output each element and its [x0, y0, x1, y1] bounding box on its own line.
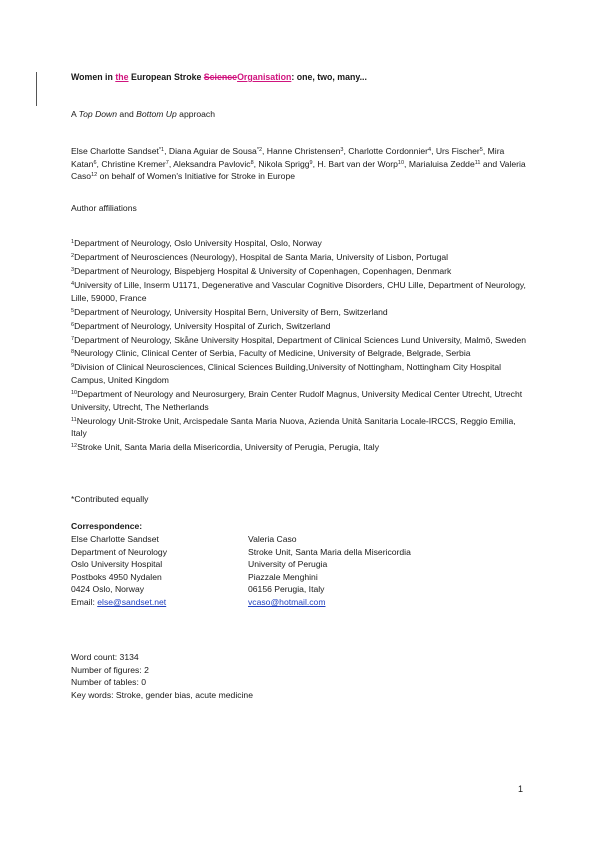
- corr-left-email-row: [71, 596, 251, 609]
- correspondence-left: [71, 533, 251, 609]
- affiliation-item: [71, 388, 533, 413]
- corr-right-line: Piazzale Menghini: [248, 571, 318, 582]
- author-list: [71, 145, 533, 183]
- email-link-sandset[interactable]: else@sandset.net: [97, 596, 167, 607]
- affiliations-heading: Author affiliations: [71, 203, 137, 213]
- author-separator: ,: [262, 146, 267, 156]
- affiliations-list: [71, 237, 533, 455]
- author-separator: on behalf of Women's Initiative for Stroke in Europe: [97, 171, 295, 182]
- corr-right-email-row: [248, 596, 468, 609]
- title-inserted-the: the: [115, 72, 129, 82]
- affiliation-number: 12: [71, 443, 78, 450]
- author-separator: and: [480, 158, 500, 169]
- author-name: Else Charlotte Sandset: [71, 146, 159, 156]
- affiliation-number: 7: [71, 335, 75, 342]
- author-name: Charlotte Cordonnier: [348, 146, 428, 156]
- affiliation-text: Neurology Unit-Stroke Unit, Arcispedale Santa Maria Nuova, Azienda Unità Sanitaria Locale-IRCCS, Reggio Emilia, Italy: [71, 415, 516, 439]
- contributed-equally-note: *Contributed equally: [71, 494, 149, 504]
- author-affiliation-marker: 11: [474, 159, 481, 166]
- affiliation-item: [71, 306, 533, 319]
- affiliation-text: University of Lille, Inserm U1171, Degenerative and Vascular Cognitive Disorders, CHU Lille, Department of Neurology, Lille, 59000, France: [71, 279, 526, 303]
- affiliation-text: Department of Neurology, Bispebjerg Hospital & University of Copenhagen, Copenhagen, Denmark: [74, 265, 452, 276]
- affiliation-number: 4: [71, 280, 75, 287]
- affiliation-text: Department of Neurology and Neurosurgery, Brain Center Rudolf Magnus, University Medical Center Utrecht, Utrecht University, Utrecht, The Netherlands: [71, 389, 523, 412]
- affiliation-text: Department of Neurology, University Hospital Bern, University of Bern, Switzerland: [74, 306, 388, 317]
- author-affiliation-marker: 7: [165, 159, 169, 166]
- title-part-3: : one, two, many...: [291, 72, 367, 82]
- affiliation-number: 6: [71, 321, 75, 328]
- affiliation-text: Division of Clinical Neurosciences, Clinical Sciences Building,University of Nottingham, Nottingham City Hospital Campus, United Kingdom: [71, 362, 502, 386]
- corr-left-line: Postboks 4950 Nydalen: [71, 571, 162, 582]
- page-number: 1: [518, 784, 524, 794]
- email-link-caso[interactable]: vcaso@hotmail.com: [248, 596, 326, 607]
- author-separator: ,: [96, 158, 102, 169]
- subtitle-middle: and: [117, 109, 137, 119]
- author-name: Diana Aguiar de Sousa: [168, 146, 257, 156]
- affiliation-item: [71, 334, 533, 347]
- title-part-1: Women in: [71, 72, 116, 82]
- author-name: Aleksandra Pavlovic: [173, 158, 251, 169]
- key-words: Key words: Stroke, gender bias, acute medicine: [71, 689, 253, 700]
- affiliation-item: [71, 361, 533, 386]
- title-deleted-word: Science: [203, 72, 238, 82]
- affiliation-item: [71, 415, 533, 440]
- author-separator: ,: [343, 146, 349, 156]
- author-name: Urs Fischer: [435, 146, 480, 156]
- affiliation-item: [71, 237, 533, 250]
- author-name: Marialuisa Zedde: [408, 158, 475, 169]
- email-label: Email:: [71, 596, 98, 607]
- corr-right-line: Valeria Caso: [248, 534, 297, 544]
- author-paragraph: [71, 145, 533, 183]
- author-name: Valeria Caso: [71, 158, 526, 182]
- title-inserted-word: Organisation: [237, 72, 292, 82]
- author-affiliation-marker: 3: [340, 147, 344, 153]
- author-name: H. Bart van der Worp: [317, 158, 398, 169]
- number-of-figures: Number of figures: 2: [71, 664, 149, 675]
- correspondence-heading: Correspondence:: [71, 521, 143, 531]
- author-separator: ,: [482, 146, 488, 156]
- author-separator: ,: [253, 158, 259, 169]
- corr-left-line: Else Charlotte Sandset: [71, 534, 159, 544]
- author-affiliation-marker: 4: [428, 147, 432, 153]
- document-subtitle: [71, 108, 531, 121]
- corr-left-line: Department of Neurology: [71, 546, 168, 557]
- author-name: Hanne Christensen: [266, 146, 341, 156]
- author-separator: ,: [312, 158, 318, 169]
- affiliation-text: Department of Neurology, Skåne University Hospital, Department of Clinical Sciences Lund University, Malmö, Sweden: [74, 334, 527, 345]
- title-part-2: European Stroke: [128, 72, 204, 82]
- revision-change-bar: [36, 72, 37, 106]
- subtitle-top-down: Top Down: [78, 109, 118, 119]
- affiliation-item: [71, 251, 533, 264]
- affiliation-item: [71, 441, 533, 454]
- author-separator: ,: [431, 146, 436, 156]
- document-title: [71, 71, 531, 84]
- manuscript-stats: [71, 651, 531, 701]
- affiliation-number: 10: [71, 390, 78, 397]
- author-name: Nikola Sprigg: [258, 158, 310, 169]
- author-separator: ,: [168, 158, 174, 169]
- affiliation-text: Neurology Clinic, Clinical Center of Serbia, Faculty of Medicine, University of Belgrade, Belgrade, Serbia: [74, 348, 471, 359]
- author-affiliation-marker: *2: [256, 147, 263, 153]
- corr-left-line: 0424 Oslo, Norway: [71, 584, 145, 595]
- author-affiliation-marker: *1: [158, 147, 165, 153]
- affiliation-text: Department of Neurology, Oslo University Hospital, Oslo, Norway: [74, 238, 322, 248]
- corr-right-line: Stroke Unit, Santa Maria della Misericordia: [248, 546, 411, 557]
- author-affiliation-marker: 5: [479, 147, 483, 153]
- author-affiliation-marker: 8: [250, 159, 254, 166]
- author-name: Mira Katan: [71, 146, 505, 169]
- affiliation-item: [71, 279, 533, 304]
- affiliation-item: [71, 347, 533, 360]
- subtitle-prefix: A: [71, 109, 79, 119]
- number-of-tables: Number of tables: 0: [71, 677, 146, 688]
- affiliation-number: 3: [71, 266, 75, 273]
- affiliation-text: Department of Neurology, University Hospital of Zurich, Switzerland: [74, 320, 331, 331]
- affiliation-number: 1: [71, 239, 75, 245]
- author-affiliation-marker: 9: [309, 159, 313, 166]
- affiliation-number: 5: [71, 307, 75, 314]
- author-separator: ,: [164, 146, 169, 156]
- affiliation-item: [71, 265, 533, 278]
- affiliation-text: Department of Neurosciences (Neurology), Hospital de Santa Maria, University of Lisbon, Portugal: [74, 251, 449, 262]
- author-separator: ,: [404, 158, 409, 169]
- affiliation-number: 9: [71, 363, 75, 370]
- author-name: Christine Kremer: [101, 158, 166, 169]
- corr-right-line: 06156 Perugia, Italy: [248, 584, 325, 595]
- word-count: Word count: 3134: [71, 652, 139, 662]
- corr-left-line: Oslo University Hospital: [71, 559, 163, 570]
- affiliation-number: 2: [71, 252, 75, 259]
- affiliation-item: [71, 320, 533, 333]
- affiliation-text: Stroke Unit, Santa Maria della Misericordia, University of Perugia, Perugia, Italy: [77, 442, 379, 453]
- correspondence-right: [248, 533, 468, 609]
- author-affiliation-marker: 10: [397, 159, 405, 166]
- author-affiliation-marker: 12: [91, 172, 98, 179]
- affiliation-number: 8: [71, 349, 75, 356]
- subtitle-suffix: approach: [176, 109, 216, 119]
- subtitle-bottom-up: Bottom Up: [136, 109, 177, 119]
- affiliation-number: 11: [71, 416, 77, 423]
- corr-right-line: University of Perugia: [248, 559, 328, 570]
- author-affiliation-marker: 6: [93, 159, 97, 166]
